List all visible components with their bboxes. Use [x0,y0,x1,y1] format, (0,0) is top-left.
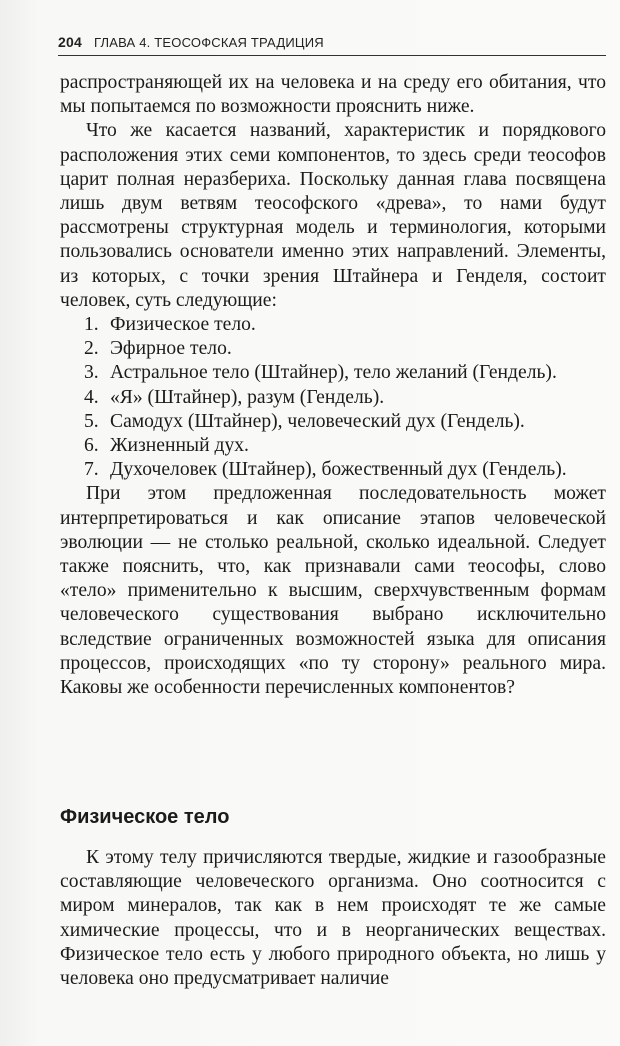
section-heading: Физическое тело [60,806,230,828]
list-item-text: Духочеловек (Штайнер), божественный дух (Гендель). [110,459,567,481]
list-item-number: 4. [84,386,99,408]
paragraph-components-intro: Что же касается названий, характеристик и порядкового расположения этих семи компонентов, то здесь среди теософов царит полная неразбериха. Поскольку данная глава посвящена лишь двум ветвям теософского «древа», то нами будут рассмотрены структурная модель и терминология, которыми пользовались основатели именно этих направлений. Элементы, из которых, с точки зрения Штайнера и Генделя, состоит человек, суть следующие: [60,120,606,311]
list-item-number: 7. [84,459,99,481]
list-item-text: Физическое тело. [110,314,256,336]
section-paragraph: К этому телу причисляются твердые, жидкие и газообразные составляющие человеческого организма. Оно соотносится с миром минералов, так как в нем происходят те же самые химические процессы, что и в неорганических веществах. Физическое тело есть у любого природного объекта, но лишь у человека оно предусматривает наличие [60,847,606,990]
list-item-text: Самодух (Штайнер), человеческий дух (Гендель). [110,410,525,432]
chapter-title: ГЛАВА 4. ТЕОСОФСКАЯ ТРАДИЦИЯ [93,35,324,50]
list-item-text: Эфирное тело. [110,338,232,360]
paragraph-after-list: При этом предложенная последовательность может интерпретироваться и как описание этапов человеческой эволюции — не столько реальной, сколько идеальной. Следует также пояснить, что, как признавали сами теософы, слово «тело» применительно к высшим, сверхчувственным формам человеческого существования выбрано исключительно вследствие ограниченных возможностей языка для описания процессов, происходящих «по ту сторону» реального мира. Каковы же особенности перечисленных компонентов? [60,483,606,699]
list-item [60,313,606,337]
running-header [58,34,606,54]
list-item-number: 1. [84,314,99,336]
page-number: 204 [58,34,82,50]
paragraph-continuation: распространяющей их на человека и на среду его обитания, что мы попытаемся по возможности прояснить ниже. [60,72,606,118]
list-item [60,361,606,385]
list-item-number: 5. [84,410,99,432]
list-item [60,386,606,410]
list-item-text: Астральное тело (Штайнер), тело желаний (Гендель). [110,362,557,384]
list-item [60,434,606,458]
list-item [60,458,606,482]
list-item-number: 2. [84,338,99,360]
body-text-top [60,71,606,700]
components-list [60,313,606,482]
list-item [60,410,606,434]
list-item-number: 6. [84,435,99,457]
body-text-section [60,846,606,991]
list-item-text: «Я» (Штайнер), разум (Гендель). [110,386,385,408]
list-item-text: Жизненный дух. [110,435,249,457]
list-item-number: 3. [84,362,99,384]
header-rule [58,55,606,56]
list-item [60,337,606,361]
